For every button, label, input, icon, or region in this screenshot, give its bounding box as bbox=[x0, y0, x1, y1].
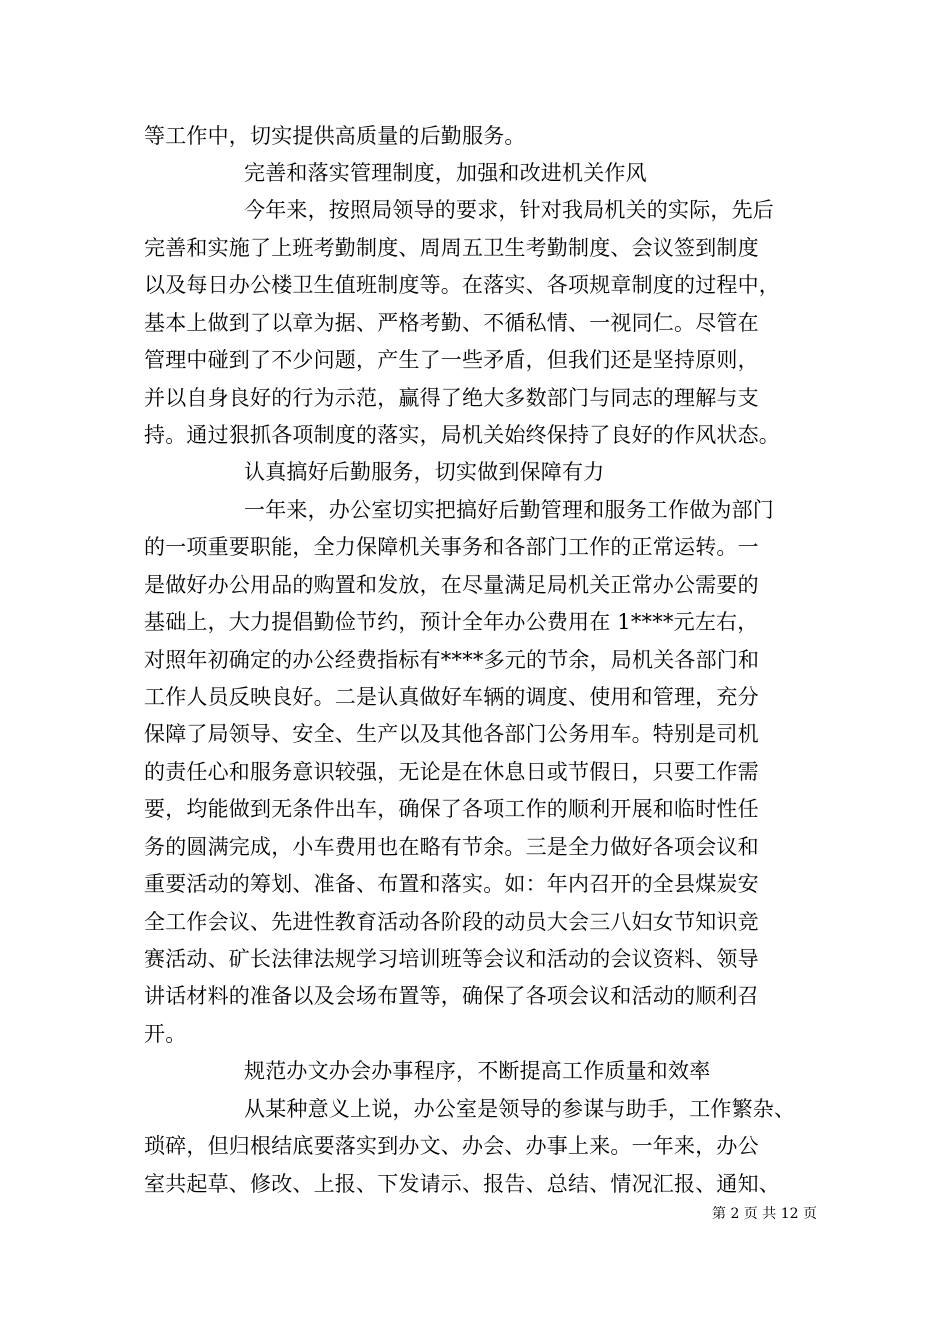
text-line: 对照年初确定的办公经费指标有****多元的节余，局机关各部门和 bbox=[144, 648, 760, 672]
text-line: 的一项重要职能，全力保障机关事务和各部门工作的正常运转。一 bbox=[144, 535, 759, 559]
paragraph-first-line: 今年来，按照局领导的要求，针对我局机关的实际，先后 bbox=[244, 198, 774, 222]
text-line: 是做好办公用品的购置和发放，在尽量满足局机关正常办公需要的 bbox=[144, 573, 759, 597]
text-line: 持。通过狠抓各项制度的落实，局机关始终保持了良好的作风状态。 bbox=[144, 423, 780, 447]
text-line: 室共起草、修改、上报、下发请示、报告、总结、情况汇报、通知、 bbox=[144, 1172, 780, 1196]
text-line: 的责任心和服务意识较强，无论是在休息日或节假日，只要工作需 bbox=[144, 760, 759, 784]
text-line: 全工作会议、先进性教育活动各阶段的动员大会三八妇女节知识竞 bbox=[144, 910, 759, 934]
section-heading: 认真搞好后勤服务，切实做到保障有力 bbox=[244, 460, 605, 484]
text-line: 赛活动、矿长法律法规学习培训班等会议和活动的会议资料、领导 bbox=[144, 947, 759, 971]
text-line: 保障了局领导、安全、生产以及其他各部门公务用车。特别是司机 bbox=[144, 722, 759, 746]
paragraph-first-line: 一年来，办公室切实把搞好后勤管理和服务工作做为部门 bbox=[244, 498, 774, 522]
text-line: 管理中碰到了不少问题，产生了一些矛盾，但我们还是坚持原则， bbox=[144, 348, 759, 372]
section-heading: 规范办文办会办事程序，不断提高工作质量和效率 bbox=[244, 1059, 711, 1083]
paragraph-first-line: 从某种意义上说，办公室是领导的参谋与助手，工作繁杂、 bbox=[244, 1097, 796, 1121]
text-line: 等工作中，切实提供高质量的后勤服务。 bbox=[144, 124, 526, 148]
text-line: 基本上做到了以章为据、严格考勤、不循私情、一视同仁。尽管在 bbox=[144, 311, 759, 335]
page-number: 第 2 页 共 12 页 bbox=[712, 1206, 817, 1222]
text-line: 务的圆满完成，小车费用也在略有节余。三是全力做好各项会议和 bbox=[144, 835, 759, 859]
text-line: 完善和实施了上班考勤制度、周周五卫生考勤制度、会议签到制度 bbox=[144, 236, 759, 260]
text-line: 以及每日办公楼卫生值班制度等。在落实、各项规章制度的过程中， bbox=[144, 273, 780, 297]
text-line: 并以自身良好的行为示范，赢得了绝大多数部门与同志的理解与支 bbox=[144, 386, 759, 410]
text-line: 工作人员反映良好。二是认真做好车辆的调度、使用和管理，充分 bbox=[144, 685, 759, 709]
text-line: 琐碎，但归根结底要落实到办文、办会、办事上来。一年来，办公 bbox=[144, 1134, 759, 1158]
text-line: 重要活动的筹划、准备、布置和落实。如：年内召开的全县煤炭安 bbox=[144, 872, 759, 896]
text-line: 基础上，大力提倡勤俭节约，预计全年办公费用在 1****元左右， bbox=[144, 610, 759, 634]
text-line: 开。 bbox=[144, 1022, 187, 1046]
section-heading: 完善和落实管理制度，加强和改进机关作风 bbox=[244, 161, 647, 185]
text-line: 讲话材料的准备以及会场布置等，确保了各项会议和活动的顺利召 bbox=[144, 984, 759, 1008]
text-line: 要，均能做到无条件出车，确保了各项工作的顺利开展和临时性任 bbox=[144, 797, 759, 821]
